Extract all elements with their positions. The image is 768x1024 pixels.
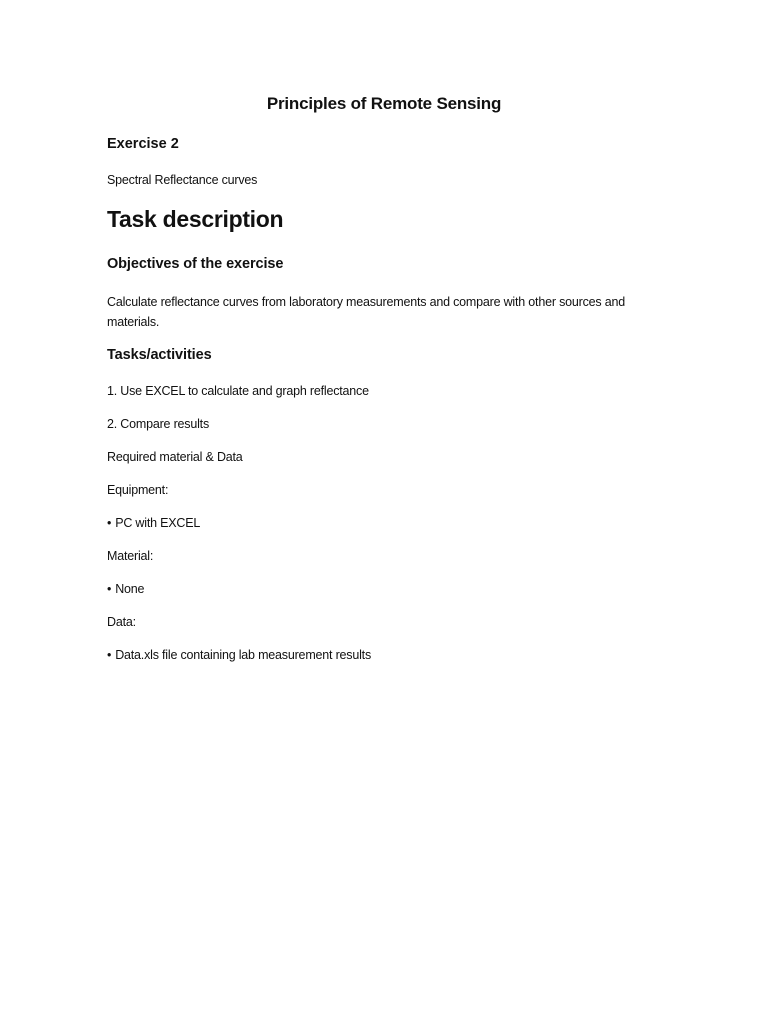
equipment-label: Equipment: xyxy=(107,483,169,497)
objectives-text: Calculate reflectance curves from laboratory measurements and compare with other sources and materials. xyxy=(107,295,625,329)
data-list-item xyxy=(107,648,371,662)
material-list-item xyxy=(107,582,144,596)
material-label: Material: xyxy=(107,549,154,563)
exercise-subtitle: Spectral Reflectance curves xyxy=(107,173,258,187)
data-label: Data: xyxy=(107,615,136,629)
bullet-icon: • xyxy=(107,648,112,662)
bullet-icon: • xyxy=(107,516,112,530)
objectives-heading: Objectives of the exercise xyxy=(107,256,284,272)
tasks-heading: Tasks/activities xyxy=(107,347,212,363)
material-item-text: None xyxy=(115,582,145,596)
task-item: 2. Compare results xyxy=(107,417,209,431)
task-item: 1. Use EXCEL to calculate and graph reflectance xyxy=(107,384,369,398)
equipment-list-item xyxy=(107,516,200,530)
document-title: Principles of Remote Sensing xyxy=(266,94,502,113)
data-item-text: Data.xls file containing lab measurement results xyxy=(115,648,371,662)
task-description-heading: Task description xyxy=(107,206,284,232)
exercise-heading: Exercise 2 xyxy=(107,136,179,152)
required-material-label: Required material & Data xyxy=(107,450,243,464)
bullet-icon: • xyxy=(107,582,112,596)
equipment-item-text: PC with EXCEL xyxy=(115,516,201,530)
